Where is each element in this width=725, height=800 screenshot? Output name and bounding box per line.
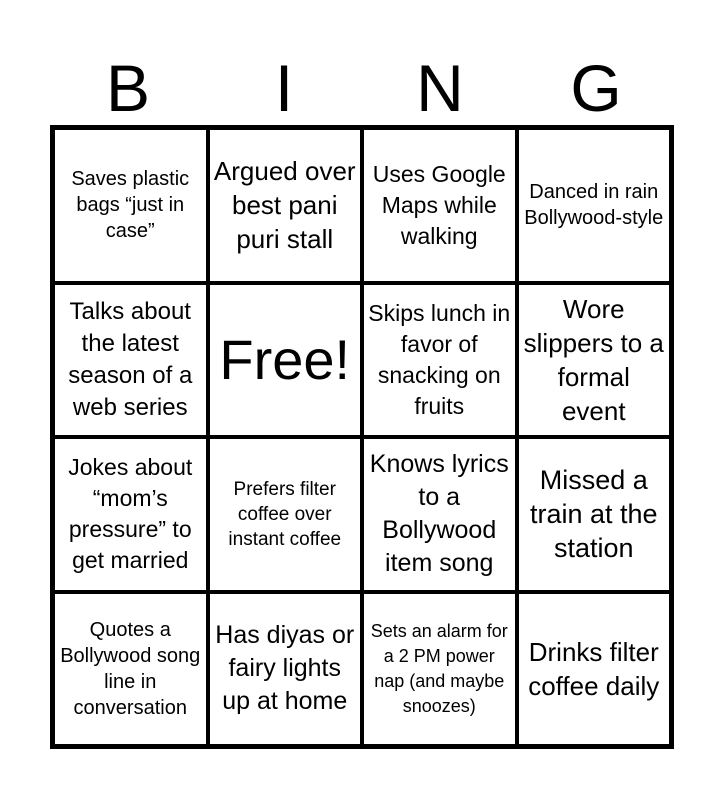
cell-text: Quotes a Bollywood song line in conversation <box>60 618 201 719</box>
bingo-cell-r4c1[interactable] <box>53 592 208 747</box>
bingo-cell-r2c3[interactable] <box>362 283 517 438</box>
bingo-cell-r2c1[interactable] <box>53 283 208 438</box>
cell-text: Knows lyrics to a Bollywood item song <box>369 450 509 578</box>
cell-text: Missed a train at the station <box>529 465 658 564</box>
header-letter-g: G <box>570 51 622 125</box>
bingo-cell-free[interactable] <box>208 283 363 438</box>
cell-text: Talks about the latest season of a web series <box>68 297 193 421</box>
bingo-cell-r3c2[interactable] <box>208 437 363 592</box>
bingo-cell-r4c3[interactable] <box>362 592 517 747</box>
header-letter-b: B <box>105 51 151 125</box>
cell-text: Wore slippers to a formal event <box>523 293 664 426</box>
cell-text: Jokes about “mom’s pressure” to get married <box>68 454 193 574</box>
cell-text: Drinks filter coffee daily <box>528 636 660 701</box>
bingo-cell-r1c4[interactable] <box>517 128 672 283</box>
bingo-header <box>50 52 674 124</box>
bingo-cell-r3c1[interactable] <box>53 437 208 592</box>
bingo-cell-r3c4[interactable] <box>517 437 672 592</box>
cell-text: Argued over best pani puri stall <box>213 156 356 255</box>
free-space-text: Free! <box>219 327 351 391</box>
bingo-cell-r1c2[interactable] <box>208 128 363 283</box>
cell-text: Sets an alarm for a 2 PM power nap (and maybe snoozes) <box>370 620 508 716</box>
header-letter-i: I <box>274 51 294 125</box>
bingo-cell-r3c3[interactable] <box>362 437 517 592</box>
bingo-cell-r1c1[interactable] <box>53 128 208 283</box>
bingo-cell-r2c4[interactable] <box>517 283 672 438</box>
bingo-cell-r1c3[interactable] <box>362 128 517 283</box>
cell-text: Has diyas or fairy lights up at home <box>215 621 355 716</box>
bingo-board <box>50 125 674 749</box>
cell-text: Skips lunch in favor of snacking on fruits <box>368 299 511 419</box>
bingo-cell-r4c2[interactable] <box>208 592 363 747</box>
cell-text: Prefers filter coffee over instant coffee <box>228 478 342 550</box>
cell-text: Danced in rain Bollywood-style <box>524 181 664 230</box>
bingo-cell-r4c4[interactable] <box>517 592 672 747</box>
header-letter-n: N <box>416 51 464 125</box>
cell-text: Saves plastic bags “just in case” <box>71 168 190 243</box>
cell-text: Uses Google Maps while walking <box>372 160 506 249</box>
